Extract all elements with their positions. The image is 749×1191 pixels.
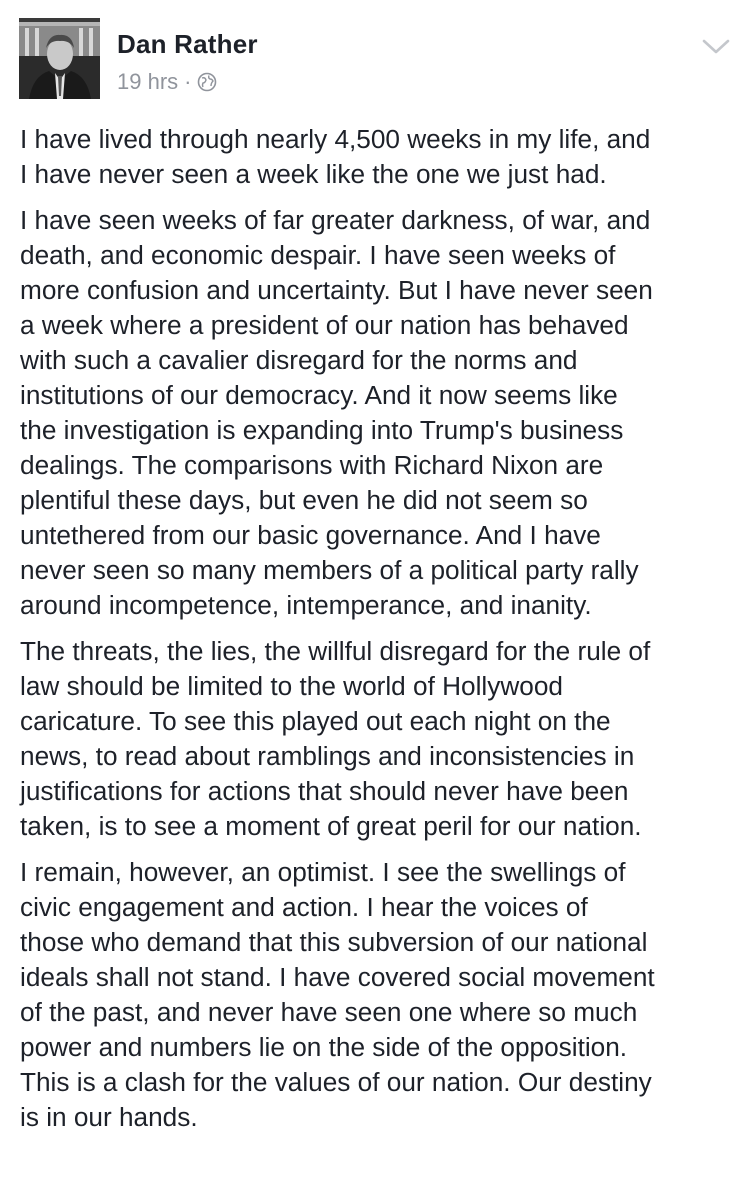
timestamp[interactable]: 19 hrs [117,69,179,94]
author-name[interactable]: Dan Rather [117,29,258,59]
profile-photo-icon [19,18,100,99]
chevron-down-icon[interactable] [701,36,731,58]
post-paragraph: I have seen weeks of far greater darkness, of war, and death, and economic despair. I have seen weeks of more confusion and uncertainty. But I have never seen a week where a president of our nation has behaved with such a cavalier disregard for the norms and institutions of our democracy. And it now seems like the investigation is expanding into Trump's business dealings. The comparisons with Richard Nixon are plentiful these days, but even he did not seem so untethered from our basic governance. And I have never seen so many members of a political party rally around incompetence, intemperance, and inanity. [20,205,653,620]
post-paragraph: The threats, the lies, the willful disregard for the rule of law should be limited to the world of Hollywood caricature. To see this played out each night on the news, to read about ramblings and inconsistencies in justifications for actions that should never have been taken, is to see a moment of great peril for our nation. [20,636,651,841]
post-meta [117,69,217,95]
post-paragraph: I have lived through nearly 4,500 weeks in my life, and I have never seen a week like the one we just had. [20,124,651,189]
meta-separator: · [184,69,192,94]
post-header [19,18,735,100]
globe-icon [197,72,217,92]
avatar[interactable] [19,18,100,99]
post-paragraph: I remain, however, an optimist. I see the swellings of civic engagement and action. I hear the voices of those who demand that this subversion of our national ideals shall not stand. I have covered social movement of the past, and never have seen one where so much power and numbers lie on the side of the opposition. This is a clash for the values of our nation. Our destiny is in our hands. [20,857,655,1132]
post-body [20,122,736,1146]
